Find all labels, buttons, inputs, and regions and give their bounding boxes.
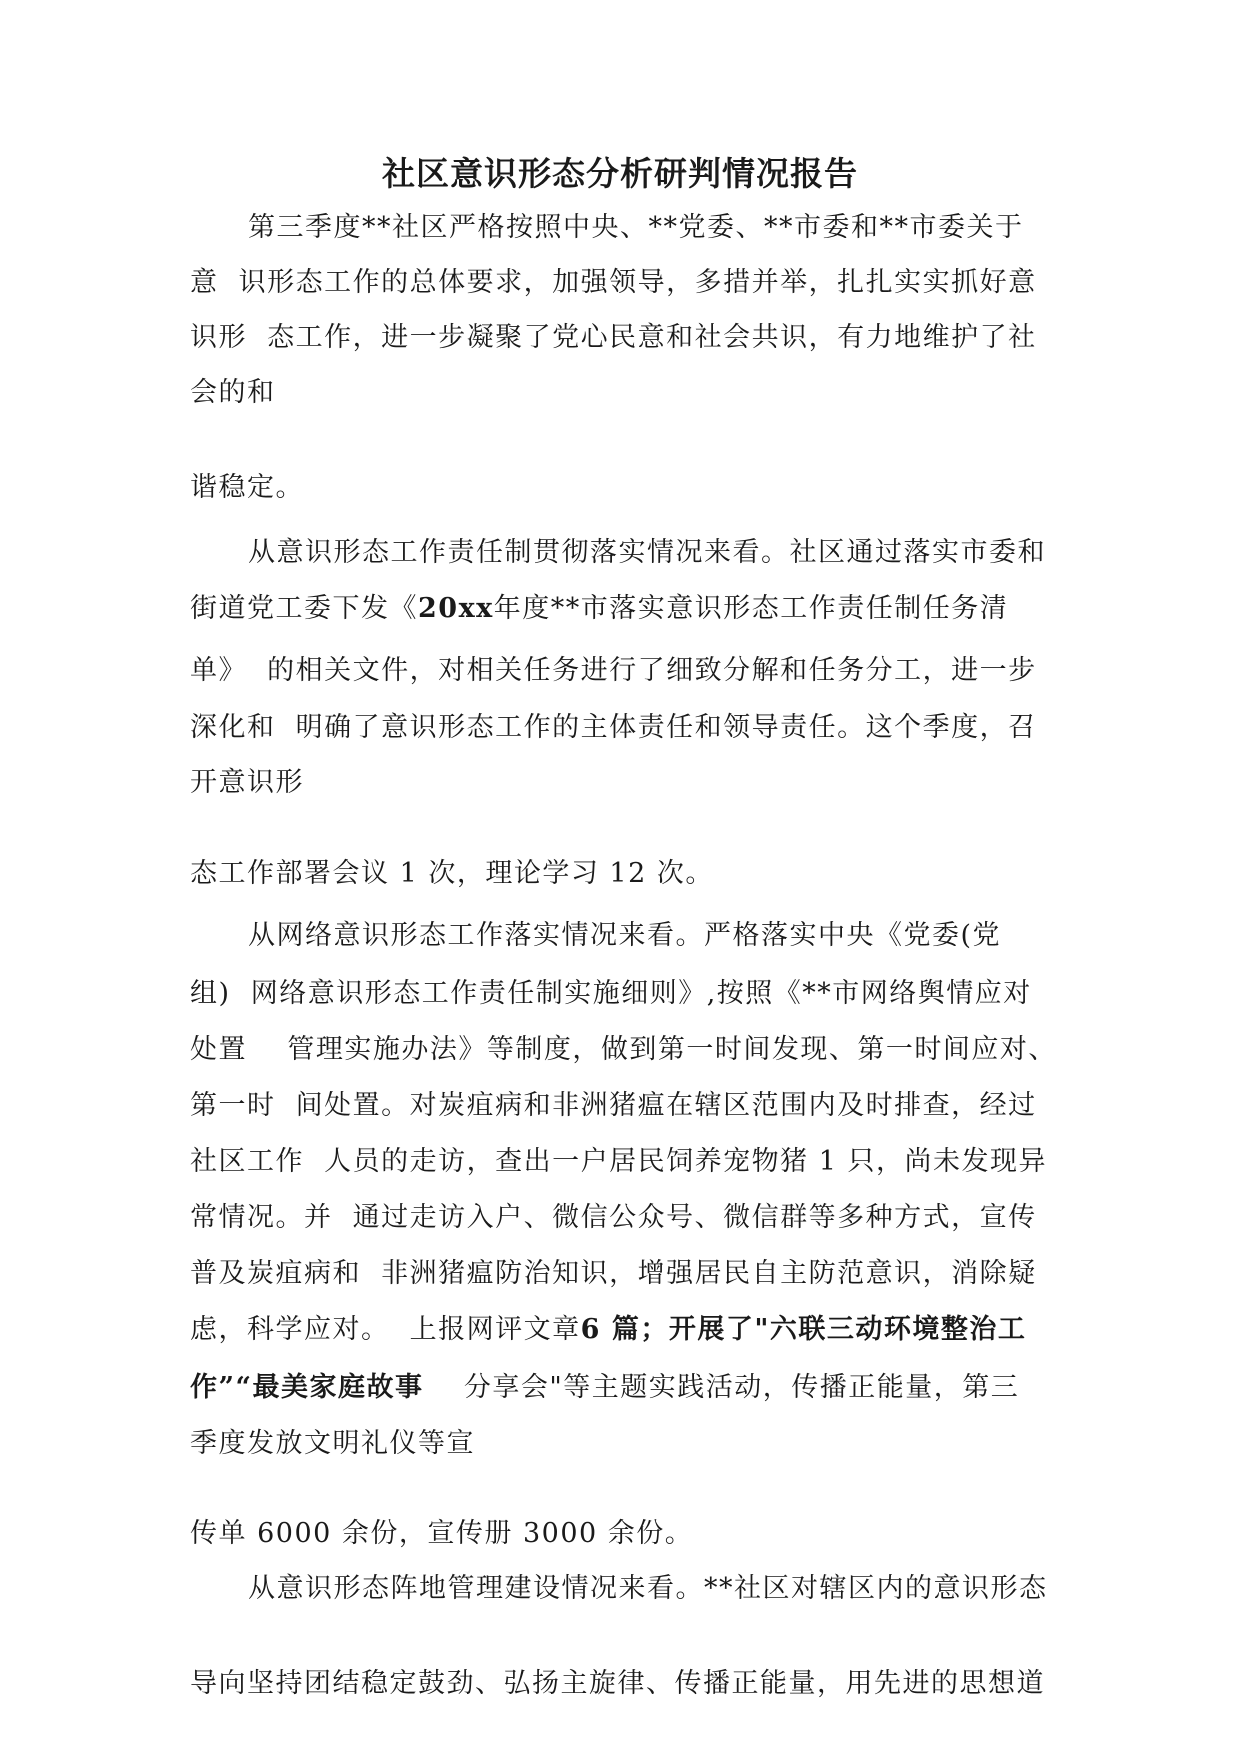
paragraph-line: 从网络意识形态工作落实情况来看。严格落实中央《党委(党: [248, 920, 1002, 951]
paragraph-line: [190, 591, 1008, 627]
document-title: 社区意识形态分析研判情况报告: [382, 154, 858, 193]
paragraph-line: [190, 1370, 1019, 1406]
text-run: 分享会"等主题实践活动，传播正能量，第三: [423, 1372, 1020, 1403]
text-run: 年度**市落实意识形态工作责任制任务清: [493, 593, 1009, 624]
paragraph-line: 识形 态工作，进一步凝聚了党心民意和社会共识，有力地维护了社: [190, 322, 1037, 353]
paragraph-line: 传单 6000 余份，宣传册 3000 余份。: [190, 1518, 694, 1549]
bold-text-run: 20xx: [418, 593, 494, 624]
bold-text-run: 6 篇；开展了"六联三动环境整治工: [580, 1314, 1027, 1345]
paragraph-line: 深化和 明确了意识形态工作的主体责任和领导责任。这个季度，召: [190, 712, 1037, 743]
paragraph-line: 意 识形态工作的总体要求，加强领导，多措并举，扎扎实实抓好意: [190, 267, 1037, 298]
paragraph-line: 普及炭疽病和 非洲猪瘟防治知识，增强居民自主防范意识，消除疑: [190, 1258, 1037, 1289]
paragraph-line: 第一时 间处置。对炭疽病和非洲猪瘟在辖区范围内及时排查，经过: [190, 1090, 1037, 1121]
paragraph-line: 季度发放文明礼仪等宣: [190, 1428, 475, 1459]
paragraph-line: 从意识形态工作责任制贯彻落实情况来看。社区通过落实市委和: [248, 537, 1046, 568]
bold-text-run: 作”“最美家庭故事: [190, 1372, 424, 1403]
paragraph-line: 态工作部署会议 1 次，理论学习 12 次。: [190, 858, 714, 889]
paragraph-line: 导向坚持团结稳定鼓劲、弘扬主旋律、传播正能量，用先进的思想道: [190, 1668, 1045, 1699]
paragraph-line: 从意识形态阵地管理建设情况来看。**社区对辖区内的意识形态: [248, 1573, 1048, 1604]
paragraph-line: 谐稳定。: [190, 472, 304, 503]
paragraph-line: 组) 网络意识形态工作责任制实施细则》,按照《**市网络舆情应对: [190, 978, 1032, 1009]
paragraph-line: 会的和: [190, 377, 276, 408]
paragraph-line: 单》 的相关文件，对相关任务进行了细致分解和任务分工，进一步: [190, 655, 1037, 686]
paragraph-line: 第三季度**社区严格按照中央、**党委、**市委和**市委关于: [248, 212, 1024, 243]
text-run: 虑，科学应对。 上报网评文章: [190, 1314, 581, 1345]
paragraph-line: 处置 管理实施办法》等制度，做到第一时间发现、第一时间应对、: [190, 1034, 1057, 1065]
paragraph-line: 社区工作 人员的走访，查出一户居民饲养宠物猪 1 只，尚未发现异: [190, 1146, 1048, 1177]
paragraph-line: [190, 1312, 1026, 1348]
paragraph-line: 开意识形: [190, 767, 304, 798]
text-run: 街道党工委下发《: [190, 593, 418, 624]
paragraph-line: 常情况。并 通过走访入户、微信公众号、微信群等多种方式，宣传: [190, 1202, 1037, 1233]
